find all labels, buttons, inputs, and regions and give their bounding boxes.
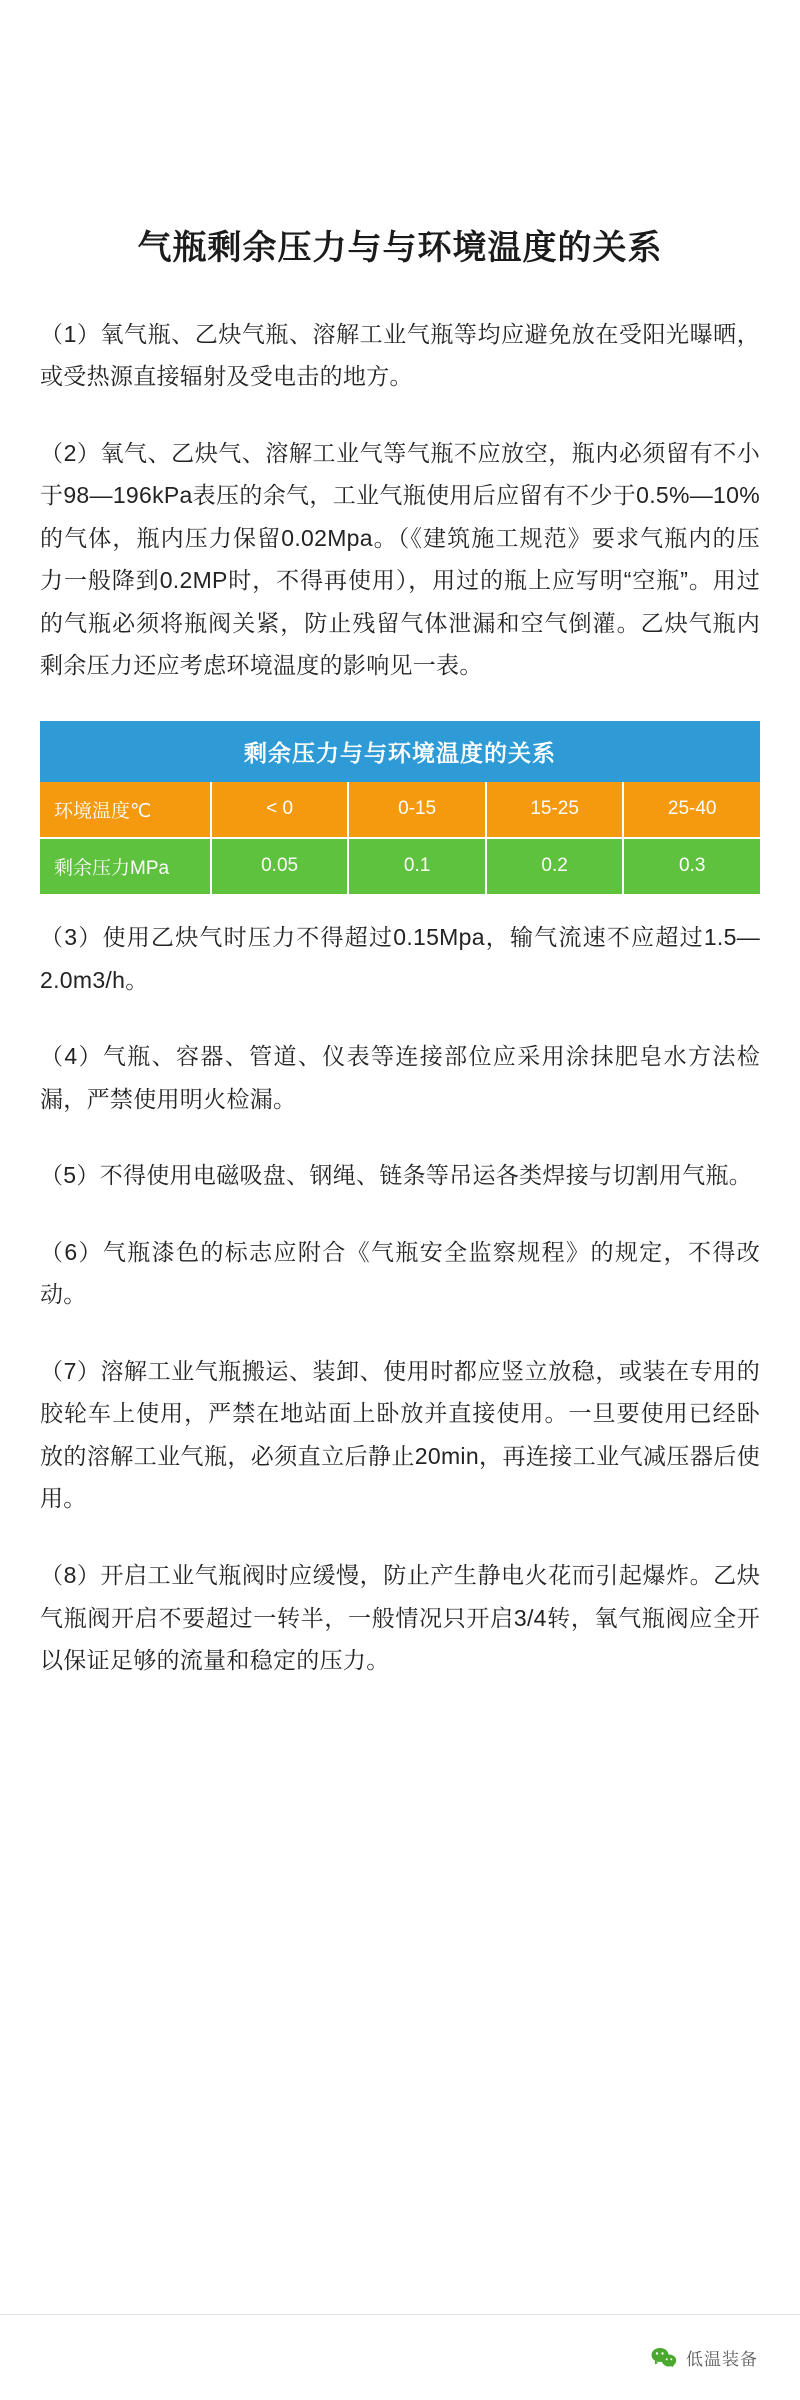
paragraph-5: （5）不得使用电磁吸盘、钢绳、链条等吊运各类焊接与切割用气瓶。: [40, 1162, 753, 1189]
paragraph-2: （2）氧气、乙炔气、溶解工业气等气瓶不应放空，瓶内必须留有不小于98—196kPa表压的余气，工业气瓶使用后应留有不少于0.5%—10%的气体，瓶内压力保留0.02Mpa。（《建筑施工规范》要求气瓶内的压力一般降到0.2MP时，不得再使用），用过的瓶上应写明“空瓶”。用过的气瓶必须将瓶阀关紧，防止残留气体泄漏和空气倒灌。乙炔气瓶内剩余压力还应考虑环境温度的影响见一表。: [40, 439, 760, 679]
cell-press-4: 0.3: [623, 838, 760, 894]
paragraph-4: （4）气瓶、容器、管道、仪表等连接部位应采用涂抹肥皂水方法检漏，严禁使用明火检漏。: [40, 1043, 760, 1112]
table-caption: 剩余压力与与环境温度的关系: [40, 721, 760, 782]
row-header-pressure: 剩余压力MPa: [40, 838, 211, 894]
cell-temp-1: < 0: [211, 782, 349, 838]
paragraph-8: （8）开启工业气瓶阀时应缓慢，防止产生静电火花而引起爆炸。乙炔气瓶阀开启不要超过一转半，一般情况只开启3/4转，氧气瓶阀应全开以保证足够的流量和稳定的压力。: [40, 1561, 760, 1674]
cell-press-3: 0.2: [486, 838, 624, 894]
footer-brand-label: 低温装备: [686, 2350, 758, 2369]
paragraph-6: （6）气瓶漆色的标志应附合《气瓶安全监察规程》的规定，不得改动。: [40, 1238, 760, 1308]
table-row: [40, 782, 760, 838]
page-title: 气瓶剩余压力与与环境温度的关系: [137, 229, 663, 267]
relation-table: [40, 721, 760, 894]
paragraph-3: （3）使用乙炔气时压力不得超过0.15Mpa，输气流速不应超过1.5—2.0m3/h。: [40, 923, 760, 993]
paragraph-7: （7）溶解工业气瓶搬运、装卸、使用时都应竖立放稳，或装在专用的胶轮车上使用，严禁在地站面上卧放并直接使用。一旦要使用已经卧放的溶解工业气瓶，必须直立后静止20min，再连接工业气减压器后使用。: [40, 1357, 760, 1512]
page-footer: [0, 2314, 800, 2400]
document-content: [0, 225, 800, 1836]
top-spacer: [0, 0, 800, 225]
row-header-temperature: 环境温度℃: [40, 782, 211, 838]
relation-table-wrap: [40, 721, 760, 894]
cell-temp-2: 0-15: [348, 782, 486, 838]
bottom-spacer: [40, 1716, 760, 1836]
wechat-icon: [651, 2347, 677, 2369]
cell-temp-4: 25-40: [623, 782, 760, 838]
cell-press-1: 0.05: [211, 838, 349, 894]
paragraph-1: （1）氧气瓶、乙炔气瓶、溶解工业气瓶等均应避免放在受阳光曝晒，或受热源直接辐射及受电击的地方。: [40, 320, 760, 390]
footer-brand[interactable]: [651, 2345, 758, 2370]
cell-temp-3: 15-25: [486, 782, 624, 838]
table-row: [40, 838, 760, 894]
cell-press-2: 0.1: [348, 838, 486, 894]
